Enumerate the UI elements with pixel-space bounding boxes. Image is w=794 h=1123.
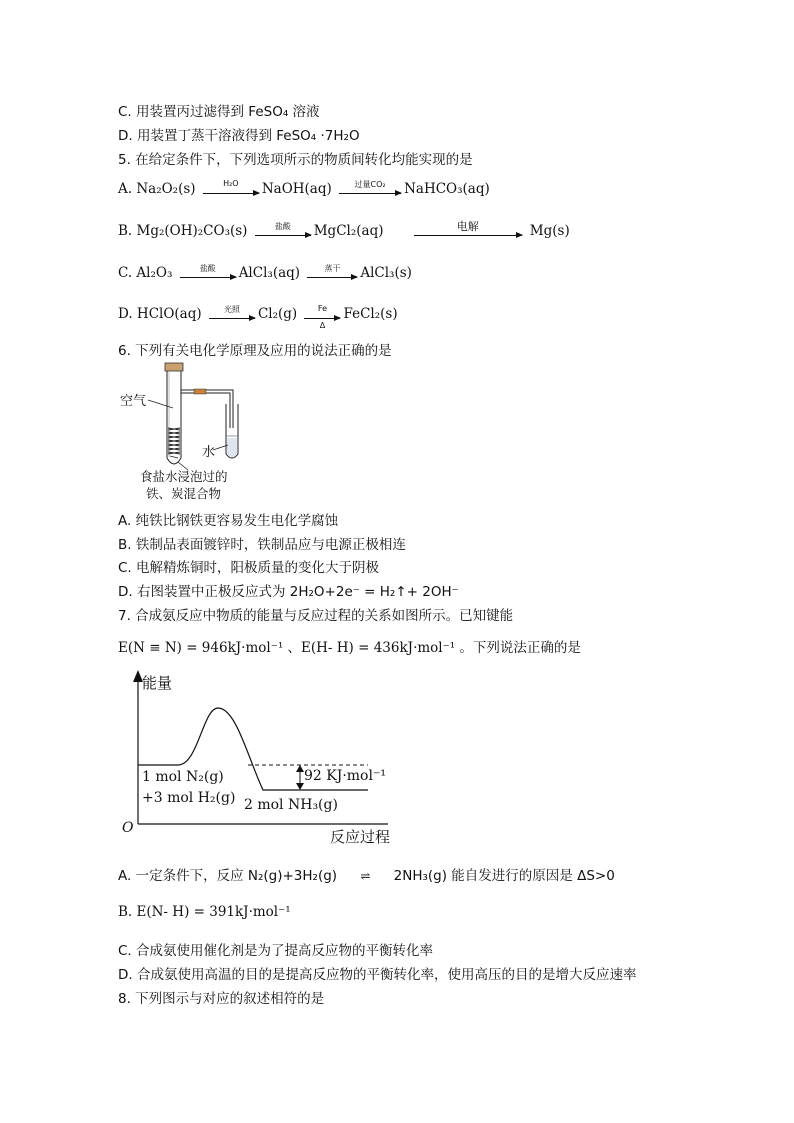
q5d-intermediate: Cl₂(g) [257, 306, 298, 322]
q5-option-a [118, 181, 490, 197]
q7a-products: 2NH₃(g) 能自发进行的原因是 ΔS>0 [393, 868, 615, 884]
delta-h-label: 92 KJ·mol⁻¹ [304, 768, 386, 784]
q5b-reactant: B. Mg₂(OH)₂CO₃(s) [118, 223, 248, 239]
q7-option-d: D. 合成氨使用高温的目的是提高反应物的平衡转化率，使用高压的目的是增大反应速率 [118, 967, 637, 983]
arrow-condition: 过量CO₂ [354, 180, 386, 189]
reaction-arrow [180, 264, 236, 274]
mixture-caption-line1: 食盐水浸泡过的 [140, 469, 228, 484]
reactant-label-1: 1 mol N₂(g) [142, 769, 224, 785]
arrow-condition-below: Δ [319, 321, 326, 330]
q5b-intermediate: MgCl₂(aq) [313, 223, 384, 239]
q5b-product: Mg(s) [529, 223, 570, 239]
option-d-text: D. 用装置丁蒸干溶液得到 FeSO₄ ·7H₂O [118, 128, 360, 144]
rubber-joint [194, 389, 206, 394]
q6-option-d: D. 右图装置中正极反应式为 2H₂O+2e⁻ = H₂↑+ 2OH⁻ [118, 584, 459, 600]
reaction-arrow [255, 222, 311, 232]
energy-profile-diagram [118, 668, 418, 848]
q7-option-a [118, 864, 615, 884]
q7-option-c: C. 合成氨使用催化剂是为了提高反应物的平衡转化率 [118, 943, 434, 959]
q5c-reactant: C. Al₂O₃ [118, 265, 173, 281]
water-label: 水 [202, 445, 216, 460]
mixture-caption-line2: 铁、炭混合物 [146, 486, 222, 501]
arrow-condition: 盐酸 [199, 264, 216, 273]
q6-option-a: A. 纯铁比钢铁更容易发生电化学腐蚀 [118, 513, 339, 529]
q5-option-d [118, 304, 398, 330]
arrow-condition: 电解 [456, 220, 479, 233]
reversible-arrow-glyph: ⇌ [360, 869, 371, 883]
arrow-condition: Fe [317, 304, 328, 313]
question-7-stem: 7. 合成氨反应中物质的能量与反应过程的关系如图所示。已知键能 [118, 608, 514, 624]
q5d-product: FeCl₂(s) [343, 306, 398, 322]
q5c-product: AlCl₃(s) [360, 265, 412, 281]
origin-label: O [122, 820, 134, 836]
arrow-condition: 蒸干 [324, 264, 341, 273]
arrow-condition: H₂O [223, 179, 239, 188]
reaction-arrow [307, 264, 357, 274]
question-8-stem: 8. 下列图示与对应的叙述相符的是 [118, 991, 325, 1007]
x-axis-label: 反应过程 [330, 828, 391, 846]
iron-carbon-mixture [168, 428, 180, 458]
q5d-reactant: D. HClO(aq) [118, 306, 202, 322]
q7-option-b: B. E(N- H) = 391kJ·mol⁻¹ [118, 904, 291, 920]
reaction-arrow [203, 179, 259, 190]
air-label: 空气 [120, 394, 147, 409]
y-axis-label: 能量 [142, 674, 173, 692]
glass-tube [181, 390, 233, 428]
arrow-condition: 盐酸 [274, 222, 291, 231]
q5-option-c [118, 265, 412, 281]
question-5-stem: 5. 在给定条件下，下列选项所示的物质间转化均能实现的是 [118, 152, 473, 168]
q5a-intermediate: NaOH(aq) [261, 181, 332, 197]
q6-option-b: B. 铁制品表面镀锌时，铁制品应与电源正极相连 [118, 537, 406, 553]
q5c-intermediate: AlCl₃(aq) [238, 265, 301, 281]
reaction-arrow [304, 304, 340, 330]
q6-option-c: C. 电解精炼铜时，阳极质量的变化大于阴极 [118, 560, 380, 576]
bond-energy-text: E(N ≡ N) = 946kJ·mol⁻¹ 、E(H- H) = 436kJ·mol⁻¹ 。下列说法正确的是 [118, 640, 581, 656]
q5-option-b [118, 220, 570, 239]
reactant-label-2: +3 mol H₂(g) [142, 790, 236, 806]
option-c-text: C. 用装置丙过滤得到 FeSO₄ 溶液 [118, 104, 320, 120]
question-6-stem: 6. 下列有关电化学原理及应用的说法正确的是 [118, 343, 392, 359]
reaction-arrow [339, 180, 401, 190]
product-label: 2 mol NH₃(g) [244, 797, 338, 813]
arrow-condition: 光照 [223, 305, 240, 314]
reaction-arrow [414, 220, 522, 233]
q7a-reactants: A. 一定条件下，反应 N₂(g)+3H₂(g) [118, 868, 338, 884]
q5a-reactant: A. Na₂O₂(s) [118, 181, 196, 197]
reaction-arrow [209, 305, 255, 315]
q5a-product: NaHCO₃(aq) [404, 181, 490, 197]
stopper [165, 363, 183, 371]
